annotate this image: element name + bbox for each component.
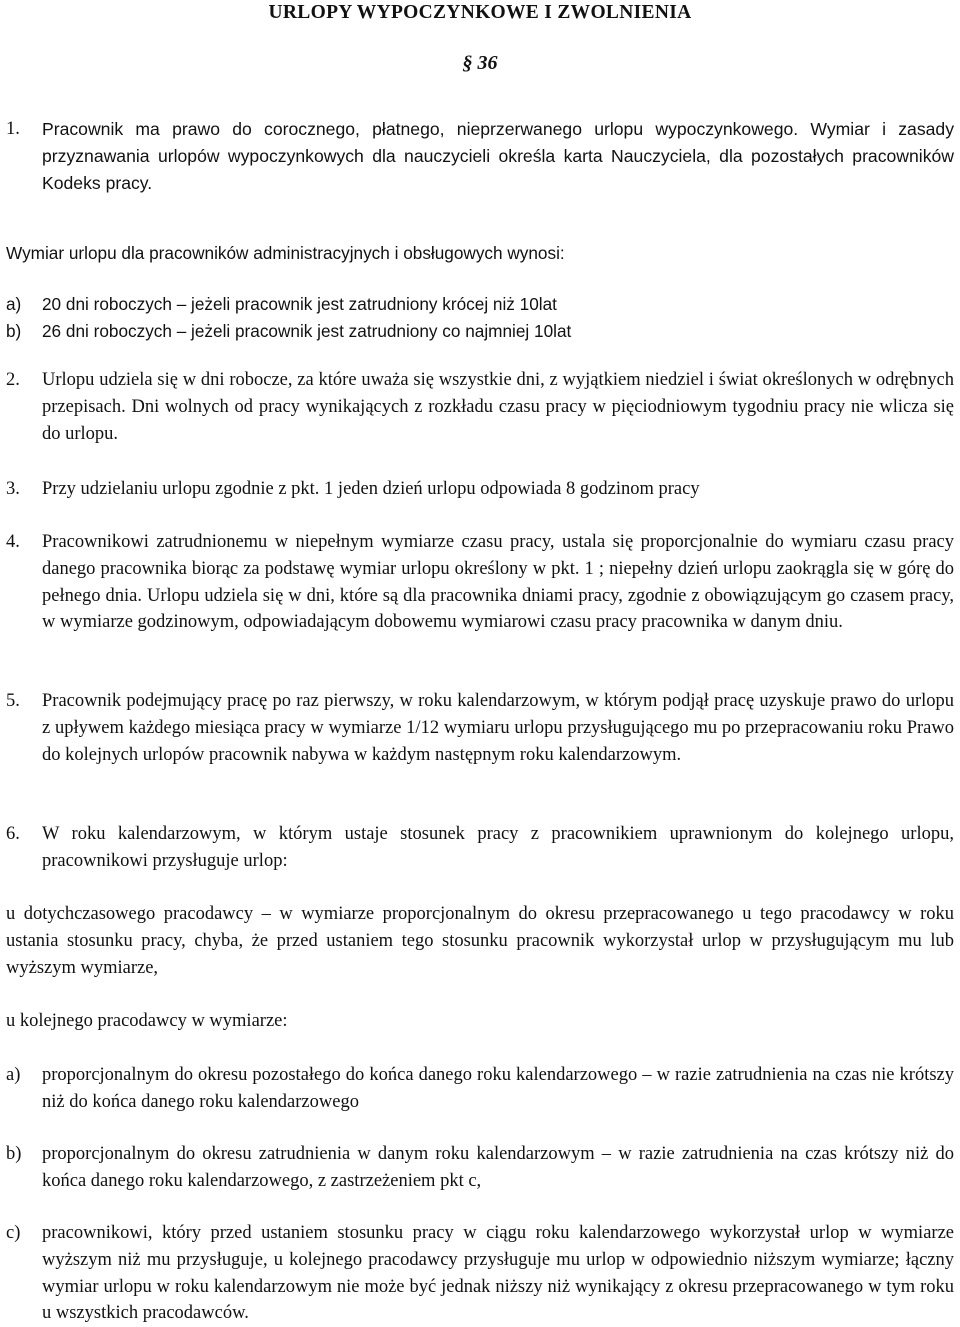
point-5 [6,688,954,768]
section-mark: § 36 [462,52,498,74]
point-number: 2. [6,370,20,390]
point-1 [6,116,954,196]
point-2 [6,367,954,447]
intro-line: Wymiar urlopu dla pracowników administracyjnych i obsługowych wynosi: [6,243,565,263]
list-text: proporcjonalnym do okresu zatrudnienia w danym roku kalendarzowym – w razie zatrudnienia na czas krótszy niż do końca danego roku kalendarzowego, z zastrzeżeniem pkt c, [42,1144,954,1191]
list-text: 20 dni roboczych – jeżeli pracownik jest zatrudniony krócej niż 10lat [42,294,557,314]
list-text: 26 dni roboczych – jeżeli pracownik jest zatrudniony co najmniej 10lat [42,321,572,341]
next-employer-paragraph: u kolejnego pracodawcy w wymiarze: [6,1011,288,1031]
point-number: 5. [6,691,20,711]
list-text: proporcjonalnym do okresu pozostałego do końca danego roku kalendarzowego – w razie zatrudnienia na czas nie krótszy niż do końca danego roku kalendarzowego [42,1065,954,1112]
point-text: Pracownik ma prawo do corocznego, płatnego, nieprzerwanego urlopu wypoczynkowego. Wymiar i zasady przyznawania urlopów wypoczynkowych dla nauczycieli określa karta Nauczyciela, dla pozostałych pracowników Kodeks pracy. [42,119,954,193]
list-marker: a) [6,294,22,314]
sub-item-a [6,1062,954,1116]
point-text: Urlopu udziela się w dni robocze, za które uważa się wszystkie dni, z wyjątkiem niedziel i świat określonych w odrębnych przepisach. Dni wolnych od pracy wynikających z rozkładu czasu pracy w pięciodniowym tygodniu pracy nie wlicza się do urlopu. [42,370,954,444]
point-number: 4. [6,532,20,552]
point-text: Przy udzielaniu urlopu zgodnie z pkt. 1 jeden dzień urlopu odpowiada 8 godzinom pracy [42,479,700,499]
point-text: W roku kalendarzowym, w którym ustaje stosunek pracy z pracownikiem uprawnionym do kolejnego urlopu, pracownikowi przysługuje urlop: [42,824,954,871]
list-marker: b) [6,1144,22,1164]
list-marker: b) [6,321,22,341]
prev-employer-paragraph: u dotychczasowego pracodawcy – w wymiarze proporcjonalnym do okresu przepracowanego u tego pracodawcy w roku ustania stosunku pracy, chyba, że przed ustaniem tego stosunku pracownik wykorzystał urlop w przysługującym mu lub wyższym wymiarze, [6,904,954,978]
point-number: 3. [6,479,20,499]
point-4 [6,529,954,636]
point-3 [6,476,954,503]
document-title: URLOPY WYPOCZYNKOWE I ZWOLNIENIA [268,2,692,23]
point-6 [6,821,954,875]
sub-item-c [6,1220,954,1327]
list-text: pracownikowi, który przed ustaniem stosunku pracy w ciągu roku kalendarzowego wykorzystał urlop w wymiarze wyższym niż mu przysługuje, u kolejnego pracodawcy przysługuje mu urlop w odpowiednio niższym wymiarze; łączny wymiar urlopu w roku kalendarzowym nie może być jednak niższy niż wynikający z okresu przepracowanego w tym roku u wszystkich pracodawców. [42,1223,954,1324]
list-item [6,291,954,318]
list-marker: c) [6,1223,21,1243]
list-marker: a) [6,1065,21,1085]
sub-item-b [6,1141,954,1195]
point-number: 6. [6,824,20,844]
point-text: Pracownikowi zatrudnionemu w niepełnym wymiarze czasu pracy, ustala się proporcjonalnie do wymiaru czasu pracy danego pracownika biorąc za podstawę wymiar urlopu określony w pkt. 1 ; niepełny dzień urlopu zaokrągla się w górę do pełnego dnia. Urlopu udziela się w dni, które są dla pracownika dniami pracy, zgodnie z obowiązującym go czasem pracy, w wymiarze godzinowym, odpowiadającym dobowemu wymiarowi czasu pracy pracownika w danym dniu. [42,532,954,633]
list-item [6,318,954,345]
point-number: 1. [6,119,20,139]
point-text: Pracownik podejmujący pracę po raz pierwszy, w roku kalendarzowym, w którym podjął pracę uzyskuje prawo do urlopu z upływem każdego miesiąca pracy w wymiarze 1/12 wymiaru urlopu przysługującego mu po przepracowaniu roku Prawo do kolejnych urlopów pracownik nabywa w każdym następnym roku kalendarzowym. [42,691,954,765]
